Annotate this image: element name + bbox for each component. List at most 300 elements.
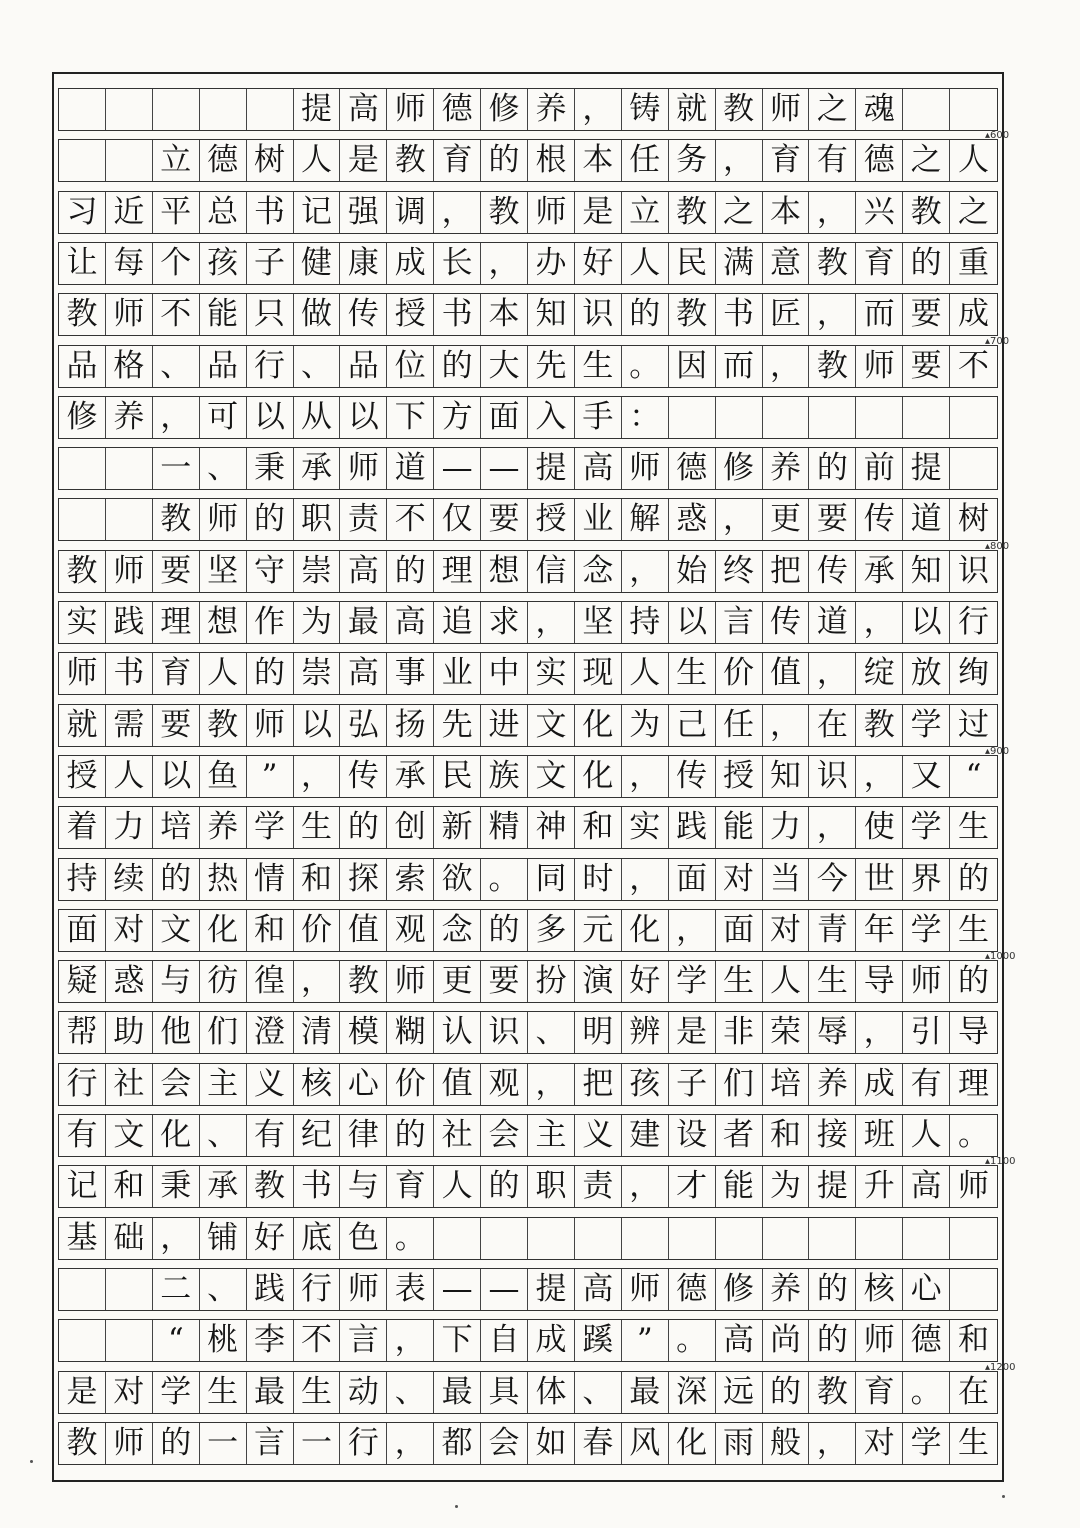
grid-cell: 平: [153, 192, 200, 233]
grid-cell: 和: [247, 910, 294, 951]
grid-cell: 大: [481, 346, 528, 387]
grid-cell: 育: [387, 1166, 434, 1207]
grid-cell: 高: [575, 448, 622, 489]
grid-row: [58, 1371, 998, 1414]
grid-cell: 要: [481, 499, 528, 540]
grid-cell: 生: [200, 1372, 247, 1413]
grid-cell: 面: [669, 859, 716, 900]
grid-row: [58, 1319, 998, 1362]
grid-cell: 总: [200, 192, 247, 233]
grid-cell: 要: [153, 551, 200, 592]
grid-cell: 文: [528, 756, 575, 797]
grid-cell: 要: [903, 294, 950, 335]
grid-cell: [903, 1218, 950, 1259]
grid-cell: 核: [294, 1064, 341, 1105]
grid-cell: 养: [763, 1269, 810, 1310]
grid-cell: 可: [200, 397, 247, 438]
grid-cell: 仅: [434, 499, 481, 540]
grid-cell: 以: [247, 397, 294, 438]
grid-cell: 的: [481, 140, 528, 181]
grid-cell: 演: [575, 961, 622, 1002]
grid-cell: 一: [294, 1423, 341, 1464]
grid-cell: [106, 499, 153, 540]
grid-cell: 彷: [200, 961, 247, 1002]
grid-cell: 的: [622, 294, 669, 335]
grid-cell: 力: [106, 807, 153, 848]
grid-cell: 人: [903, 1115, 950, 1156]
grid-cell: 近: [106, 192, 153, 233]
grid-cell: 德: [903, 1320, 950, 1361]
grid-cell: 理: [958, 1065, 990, 1102]
grid-cell: [528, 1218, 575, 1259]
grid-cell: 书: [106, 653, 153, 694]
grid-cell: 的: [153, 1423, 200, 1464]
grid-cell: 要: [481, 961, 528, 1002]
grid-cell: 提: [528, 1269, 575, 1310]
grid-cell: 言: [716, 602, 763, 643]
paper-speck: [1002, 1495, 1005, 1498]
grid-cell: [59, 1320, 106, 1361]
grid-cell: 德: [669, 1269, 716, 1310]
grid-cell: [856, 397, 903, 438]
grid-cell: 值: [763, 653, 810, 694]
grid-cell: 体: [528, 1372, 575, 1413]
grid-cell: 魂: [856, 89, 903, 130]
grid-cell: 行: [340, 1423, 387, 1464]
grid-row: [58, 1165, 998, 1208]
grid-cell: [106, 448, 153, 489]
grid-cell: 、: [200, 1269, 247, 1310]
grid-cell: 手: [575, 397, 622, 438]
grid-cell: ，: [763, 705, 810, 746]
grid-cell: 行: [247, 346, 294, 387]
grid-cell: 教: [153, 499, 200, 540]
grid-cell: 元: [575, 910, 622, 951]
grid-cell: [59, 499, 106, 540]
grid-row: [58, 755, 998, 798]
grid-cell: 把: [763, 551, 810, 592]
grid-cell: [669, 1218, 716, 1259]
grid-cell: 本: [763, 192, 810, 233]
grid-cell: 值: [434, 1064, 481, 1105]
grid-cell: 成: [528, 1320, 575, 1361]
grid-cell: 师: [387, 961, 434, 1002]
grid-cell: 和: [106, 1166, 153, 1207]
grid-row: [58, 1011, 998, 1054]
grid-cell: 从: [294, 397, 341, 438]
grid-cell: 传: [856, 499, 903, 540]
grid-cell: 人: [200, 653, 247, 694]
grid-cell: 导: [856, 961, 903, 1002]
grid-cell: 生: [958, 809, 990, 846]
grid-cell: 义: [575, 1115, 622, 1156]
grid-cell: —: [481, 448, 528, 489]
grid-row: [58, 1422, 998, 1465]
grid-cell: 以: [340, 397, 387, 438]
grid-cell: 以: [669, 602, 716, 643]
grid-cell: 己: [669, 705, 716, 746]
char-counter: ▴1200: [985, 1361, 1016, 1373]
grid-cell: 、: [294, 346, 341, 387]
grid-cell: ，: [575, 89, 622, 130]
grid-cell: 教: [716, 89, 763, 130]
grid-cell: [575, 1218, 622, 1259]
grid-cell: 过: [958, 706, 990, 743]
grid-cell: 高: [387, 602, 434, 643]
grid-cell: 秉: [247, 448, 294, 489]
grid-cell: 承: [200, 1166, 247, 1207]
grid-cell: 使: [856, 807, 903, 848]
grid-row: [58, 1268, 998, 1311]
grid-cell: 就: [669, 89, 716, 130]
grid-row: [58, 345, 998, 388]
grid-cell: 深: [669, 1372, 716, 1413]
grid-cell: 与: [340, 1166, 387, 1207]
grid-cell: 都: [434, 1423, 481, 1464]
grid-cell: 澄: [247, 1012, 294, 1053]
grid-cell: 、: [200, 1115, 247, 1156]
grid-cell: 任: [716, 705, 763, 746]
grid-cell: ，: [622, 1166, 669, 1207]
grid-cell: 的: [809, 1320, 856, 1361]
grid-cell: 修: [716, 1269, 763, 1310]
grid-cell: 荣: [763, 1012, 810, 1053]
grid-cell: 进: [481, 705, 528, 746]
grid-cell: 学: [153, 1372, 200, 1413]
grid-cell: 要: [903, 346, 950, 387]
grid-cell: 授: [716, 756, 763, 797]
grid-row: [58, 1063, 998, 1106]
grid-cell: 铸: [622, 89, 669, 130]
grid-cell: 辱: [809, 1012, 856, 1053]
grid-cell: 提: [809, 1166, 856, 1207]
grid-cell: 师: [387, 89, 434, 130]
grid-cell: 师: [106, 294, 153, 335]
grid-cell: 是: [59, 1372, 106, 1413]
grid-cell: 师: [958, 1168, 990, 1205]
grid-cell: ，: [763, 346, 810, 387]
grid-cell: 能: [200, 294, 247, 335]
grid-cell: 师: [763, 89, 810, 130]
grid-cell: 终: [716, 551, 763, 592]
grid-cell: ，: [153, 397, 200, 438]
grid-cell: [763, 397, 810, 438]
grid-cell: 高: [340, 89, 387, 130]
grid-cell: 雨: [716, 1423, 763, 1464]
grid-cell: 人: [622, 243, 669, 284]
grid-cell: 高: [575, 1269, 622, 1310]
grid-cell: 热: [200, 859, 247, 900]
grid-cell: 自: [481, 1320, 528, 1361]
grid-cell: 时: [575, 859, 622, 900]
grid-cell: 书: [294, 1166, 341, 1207]
grid-cell: 如: [528, 1423, 575, 1464]
grid-cell: 价: [716, 653, 763, 694]
grid-cell: 想: [481, 551, 528, 592]
grid-cell: 接: [809, 1115, 856, 1156]
char-counter: ▴600: [985, 130, 1010, 142]
grid-row: [58, 806, 998, 849]
grid-cell: 清: [294, 1012, 341, 1053]
grid-cell: 们: [200, 1012, 247, 1053]
grid-cell: 师: [247, 705, 294, 746]
grid-cell: 学: [903, 807, 950, 848]
grid-cell: 基: [59, 1218, 106, 1259]
grid-cell: 最: [434, 1372, 481, 1413]
grid-cell: 师: [622, 448, 669, 489]
grid-cell: 色: [340, 1218, 387, 1259]
grid-cell: 价: [294, 910, 341, 951]
grid-cell: 化: [153, 1115, 200, 1156]
grid-cell: 识: [575, 294, 622, 335]
grid-cell: 会: [153, 1064, 200, 1105]
grid-cell: ”: [622, 1320, 669, 1361]
grid-cell: 育: [763, 140, 810, 181]
grid-cell: ，: [856, 756, 903, 797]
grid-cell: 。: [669, 1320, 716, 1361]
grid-cell: 养: [200, 807, 247, 848]
grid-cell: 更: [434, 961, 481, 1002]
grid-cell: 修: [716, 448, 763, 489]
grid-cell: 明: [575, 1012, 622, 1053]
grid-cell: 年: [856, 910, 903, 951]
grid-cell: 心: [903, 1269, 950, 1310]
grid-cell: ，: [387, 1423, 434, 1464]
grid-cell: —: [434, 448, 481, 489]
grid-cell: 书: [434, 294, 481, 335]
grid-cell: 二: [153, 1269, 200, 1310]
grid-cell: 有: [59, 1115, 106, 1156]
grid-cell: 辨: [622, 1012, 669, 1053]
grid-cell: 文: [528, 705, 575, 746]
grid-cell: 方: [434, 397, 481, 438]
grid-cell: 动: [340, 1372, 387, 1413]
grid-cell: 实: [59, 602, 106, 643]
grid-cell: 师: [106, 1423, 153, 1464]
grid-cell: 道: [809, 602, 856, 643]
grid-cell: 承: [856, 551, 903, 592]
grid-cell: —: [481, 1269, 528, 1310]
grid-cell: 对: [856, 1423, 903, 1464]
grid-cell: 有: [809, 140, 856, 181]
grid-cell: 育: [856, 243, 903, 284]
grid-cell: 价: [387, 1064, 434, 1105]
grid-cell: 道: [903, 499, 950, 540]
grid-cell: 兴: [856, 192, 903, 233]
paper-speck: [455, 1505, 458, 1508]
grid-cell: 疑: [59, 961, 106, 1002]
grid-cell: [903, 397, 950, 438]
grid-cell: 德: [669, 448, 716, 489]
grid-cell: 的: [340, 807, 387, 848]
grid-cell: 为: [763, 1166, 810, 1207]
grid-cell: 教: [59, 294, 106, 335]
grid-cell: 位: [387, 346, 434, 387]
grid-cell: 主: [528, 1115, 575, 1156]
grid-cell: 创: [387, 807, 434, 848]
grid-cell: 理: [434, 551, 481, 592]
grid-cell: 文: [106, 1115, 153, 1156]
grid-cell: 生: [294, 1372, 341, 1413]
grid-cell: 只: [247, 294, 294, 335]
grid-cell: [856, 1218, 903, 1259]
char-counter: ▴900: [985, 745, 1010, 757]
grid-cell: 理: [153, 602, 200, 643]
grid-cell: 多: [528, 910, 575, 951]
grid-cell: [809, 1218, 856, 1259]
grid-cell: 教: [809, 1372, 856, 1413]
grid-cell: 培: [763, 1064, 810, 1105]
char-counter: ▴700: [985, 335, 1010, 347]
grid-cell: 实: [622, 807, 669, 848]
grid-cell: 徨: [247, 961, 294, 1002]
grid-cell: 知: [763, 756, 810, 797]
grid-cell: 般: [763, 1423, 810, 1464]
grid-cell: 传: [340, 294, 387, 335]
grid-cell: ，: [387, 1320, 434, 1361]
grid-cell: 、: [528, 1012, 575, 1053]
grid-cell: 个: [153, 243, 200, 284]
grid-cell: 惑: [669, 499, 716, 540]
grid-cell: 办: [528, 243, 575, 284]
grid-cell: ，: [809, 192, 856, 233]
grid-cell: 表: [387, 1269, 434, 1310]
grid-cell: 立: [153, 140, 200, 181]
grid-cell: 鱼: [200, 756, 247, 797]
grid-cell: 生: [958, 911, 990, 948]
grid-cell: 信: [528, 551, 575, 592]
grid-cell: 帮: [59, 1012, 106, 1053]
grid-cell: [106, 1320, 153, 1361]
grid-cell: 界: [903, 859, 950, 900]
grid-cell: 人: [958, 142, 990, 179]
grid-cell: 才: [669, 1166, 716, 1207]
grid-cell: 好: [622, 961, 669, 1002]
grid-cell: 入: [528, 397, 575, 438]
grid-cell: 记: [294, 192, 341, 233]
grid-cell: 绽: [856, 653, 903, 694]
grid-cell: 孩: [622, 1064, 669, 1105]
grid-cell: 最: [247, 1372, 294, 1413]
grid-cell: 青: [809, 910, 856, 951]
grid-cell: 糊: [387, 1012, 434, 1053]
grid-cell: 和: [958, 1322, 990, 1359]
grid-cell: 重: [958, 244, 990, 281]
grid-cell: 坚: [575, 602, 622, 643]
grid-cell: 健: [294, 243, 341, 284]
grid-cell: ，: [809, 653, 856, 694]
grid-cell: [950, 397, 997, 438]
grid-cell: 面: [59, 910, 106, 951]
grid-cell: [106, 1269, 153, 1310]
grid-cell: 德: [200, 140, 247, 181]
grid-cell: 品: [59, 346, 106, 387]
grid-cell: 师: [856, 1320, 903, 1361]
grid-cell: 模: [340, 1012, 387, 1053]
grid-cell: 秉: [153, 1166, 200, 1207]
grid-cell: 言: [340, 1320, 387, 1361]
grid-cell: 想: [200, 602, 247, 643]
grid-cell: 对: [716, 859, 763, 900]
grid-cell: 主: [200, 1064, 247, 1105]
grid-cell: [763, 1218, 810, 1259]
grid-cell: 着: [59, 807, 106, 848]
grid-cell: 中: [481, 653, 528, 694]
grid-cell: [200, 89, 247, 130]
grid-cell: 尚: [763, 1320, 810, 1361]
grid-cell: 要: [153, 705, 200, 746]
grid-cell: 义: [247, 1064, 294, 1105]
grid-cell: 格: [106, 346, 153, 387]
grid-cell: 成: [958, 296, 990, 333]
grid-row: [58, 88, 998, 131]
grid-cell: 。: [903, 1372, 950, 1413]
grid-cell: 引: [903, 1012, 950, 1053]
grid-cell: 学: [903, 910, 950, 951]
grid-cell: 崇: [294, 551, 341, 592]
grid-cell: 的: [903, 243, 950, 284]
grid-cell: 扮: [528, 961, 575, 1002]
grid-cell: ，: [716, 499, 763, 540]
grid-cell: 能: [716, 1166, 763, 1207]
grid-cell: 化: [669, 1423, 716, 1464]
grid-cell: [716, 1218, 763, 1259]
grid-cell: [434, 1218, 481, 1259]
grid-cell: 最: [622, 1372, 669, 1413]
grid-row: [58, 652, 998, 695]
grid-cell: 为: [622, 705, 669, 746]
grid-cell: 情: [247, 859, 294, 900]
char-counter: ▴1100: [985, 1156, 1016, 1168]
grid-cell: 与: [153, 961, 200, 1002]
grid-cell: 化: [575, 756, 622, 797]
grid-cell: [59, 140, 106, 181]
grid-cell: 索: [387, 859, 434, 900]
grid-row: [58, 1217, 998, 1260]
grid-cell: 识: [958, 552, 990, 589]
grid-cell: 提: [294, 89, 341, 130]
grid-cell: 之: [958, 193, 990, 230]
grid-cell: 提: [528, 448, 575, 489]
grid-cell: 解: [622, 499, 669, 540]
grid-row: [58, 498, 998, 541]
grid-cell: 念: [575, 551, 622, 592]
grid-cell: 书: [716, 294, 763, 335]
grid-cell: 学: [247, 807, 294, 848]
grid-cell: 的: [809, 448, 856, 489]
grid-cell: [809, 397, 856, 438]
grid-cell: 务: [669, 140, 716, 181]
grid-cell: ，: [716, 140, 763, 181]
grid-cell: 建: [622, 1115, 669, 1156]
grid-cell: ，: [434, 192, 481, 233]
grid-cell: 教: [247, 1166, 294, 1207]
grid-cell: 守: [247, 551, 294, 592]
grid-cell: “: [965, 757, 982, 794]
paper-speck: [30, 1460, 33, 1463]
grid-cell: 会: [481, 1115, 528, 1156]
grid-cell: 蹊: [575, 1320, 622, 1361]
grid-cell: 成: [856, 1064, 903, 1105]
grid-cell: 升: [856, 1166, 903, 1207]
grid-cell: 满: [716, 243, 763, 284]
grid-cell: ，: [856, 602, 903, 643]
grid-cell: 师: [106, 551, 153, 592]
grid-cell: 学: [669, 961, 716, 1002]
grid-cell: 族: [481, 756, 528, 797]
grid-cell: 而: [856, 294, 903, 335]
grid-cell: 的: [387, 551, 434, 592]
